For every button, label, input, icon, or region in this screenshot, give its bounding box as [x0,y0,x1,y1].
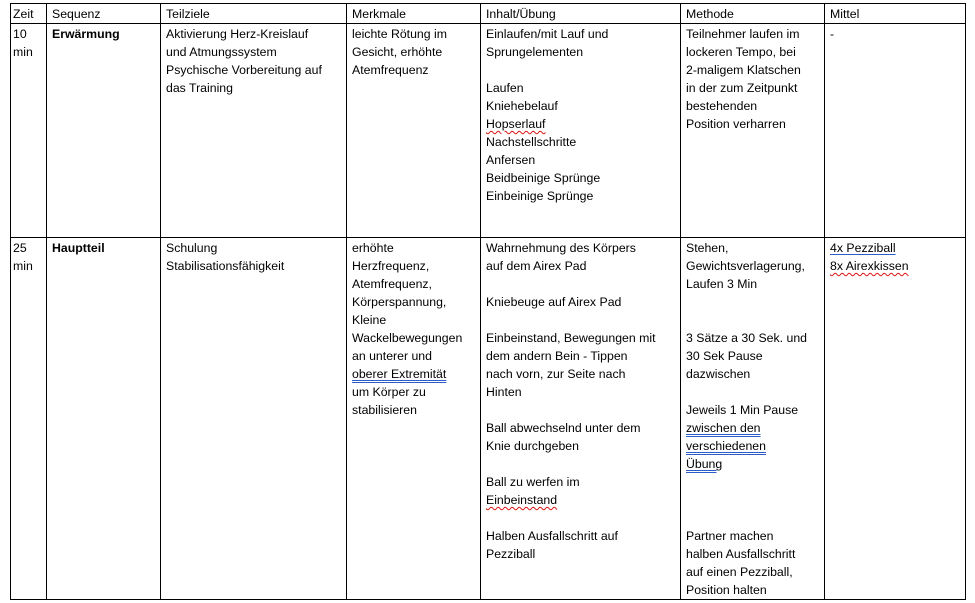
text-line: Herzfrequenz, [352,259,430,273]
grammar-word: Übung [686,457,723,471]
text-line: lockeren Tempo, bei [686,45,796,59]
blank-line [486,455,676,473]
text-line: Position halten [686,583,767,597]
text-line: Hinten [486,385,522,399]
text-line: um Körper zu [352,385,426,399]
text-line: dem andern Bein - Tippen [486,349,628,363]
equipment-item [830,257,961,275]
text-line: halben Ausfallschritt [686,547,796,561]
text-line [686,437,820,455]
text-line [486,491,676,509]
spellcheck-word: Hopserlauf [486,117,546,131]
zeit-value: 10 [13,27,27,41]
header-merkmale: Merkmale [347,4,481,24]
equipment-text: 8x Airexkissen [830,259,909,273]
text-line: Atemfrequenz [352,63,429,77]
merkmale-cell [347,24,481,238]
text-line: an unterer und [352,349,432,363]
lesson-plan-table [10,3,966,600]
sequenz-label: Hauptteil [52,241,105,255]
text-line [686,419,820,437]
exercise-item: Laufen [486,81,524,95]
exercise-item: Anfersen [486,153,536,167]
equipment-text: 4x Pezziball [830,241,896,255]
blank-line [486,61,676,79]
header-zeit: Zeit [11,4,47,24]
text-line: Einbeinstand, Bewegungen mit [486,331,656,345]
merkmale-cell [347,238,481,600]
text-line: Sprungelementen [486,45,584,59]
exercise-item: Kniehebelauf [486,99,558,113]
text-line: leichte Rötung im [352,27,448,41]
text-line: auf einen Pezziball, [686,565,793,579]
text-line: in der zum Zeitpunkt [686,81,798,95]
header-row [11,4,966,24]
text-line: Wackelbewegungen [352,331,463,345]
text-line: bestehenden [686,99,758,113]
blank-line [686,293,820,311]
text-line: Partner machen [686,529,774,543]
blank-line [686,383,820,401]
equipment-item [830,239,961,257]
text-line: - [830,27,835,41]
blank-line [686,509,820,527]
grammar-word: zwischen den [686,421,761,435]
text-line: 2-maligem Klatschen [686,63,801,77]
zeit-cell [11,238,47,600]
zeit-cell [11,24,47,238]
teilziele-cell [161,238,347,600]
exercise-item: Beidbeinige Sprünge [486,171,601,185]
exercise-item [486,115,676,133]
table-row [11,238,966,600]
text-line: Aktivierung Herz-Kreislauf [166,27,309,41]
text-line: Halben Ausfallschritt auf [486,529,618,543]
exercise-item: Nachstellschritte [486,135,577,149]
inhalt-cell [481,24,681,238]
blank-line [686,311,820,329]
text-line: Position verharren [686,117,786,131]
blank-line [486,275,676,293]
text-line: Laufen 3 Min [686,277,758,291]
blank-line [486,401,676,419]
grammar-word: oberer Extremität [352,367,447,381]
text-line: erhöhte [352,241,394,255]
sequenz-cell [47,238,161,600]
header-teilziele: Teilziele [161,4,347,24]
blank-line [486,509,676,527]
mittel-cell [825,24,966,238]
sequenz-label: Erwärmung [52,27,120,41]
text-line: Wahrnehmung des Körpers [486,241,636,255]
methode-cell [681,238,825,600]
zeit-value: 25 [13,241,27,255]
text-line: 3 Sätze a 30 Sek. und [686,331,808,345]
text-line [352,365,476,383]
text-line: Stabilisationsfähigkeit [166,259,285,273]
header-mittel: Mittel [825,4,966,24]
text-line: Psychische Vorbereitung auf [166,63,322,77]
text-line: das Training [166,81,233,95]
text-line: dazwischen [686,367,751,381]
sequenz-cell [47,24,161,238]
grammar-word: verschiedenen [686,439,766,453]
methode-cell [681,24,825,238]
text-line: Pezziball [486,547,536,561]
table-row [11,24,966,238]
header-inhalt: Inhalt/Übung [481,4,681,24]
inhalt-cell [481,238,681,600]
text-line: Jeweils 1 Min Pause [686,403,799,417]
header-sequenz: Sequenz [47,4,161,24]
text-line: stabilisieren [352,403,417,417]
text-line: auf dem Airex Pad [486,259,587,273]
text-line: Stehen, [686,241,729,255]
header-methode: Methode [681,4,825,24]
blank-line [686,491,820,509]
text-line: Kleine [352,313,387,327]
text-line: Gewichtsverlagerung, [686,259,805,273]
text-line: Schulung [166,241,218,255]
text-line: Teilnehmer laufen im [686,27,800,41]
text-line: Atemfrequenz, [352,277,432,291]
exercise-item: Einbeinige Sprünge [486,189,594,203]
mittel-cell [825,238,966,600]
text-line: Ball abwechselnd unter dem [486,421,641,435]
text-line: Ball zu werfen im [486,475,580,489]
teilziele-cell [161,24,347,238]
text-line: Kniebeuge auf Airex Pad [486,295,622,309]
spellcheck-word: Einbeinstand [486,493,558,507]
text-line: Knie durchgeben [486,439,579,453]
text-line: 30 Sek Pause [686,349,763,363]
text-line: Einlaufen/mit Lauf und [486,27,609,41]
text-line: nach vorn, zur Seite nach [486,367,626,381]
text-line [686,455,820,473]
zeit-unit: min [13,45,33,59]
text-line: und Atmungssystem [166,45,277,59]
zeit-unit: min [13,259,33,273]
blank-line [686,473,820,491]
text-line: Körperspannung, [352,295,447,309]
blank-line [486,311,676,329]
text-line: Gesicht, erhöhte [352,45,443,59]
